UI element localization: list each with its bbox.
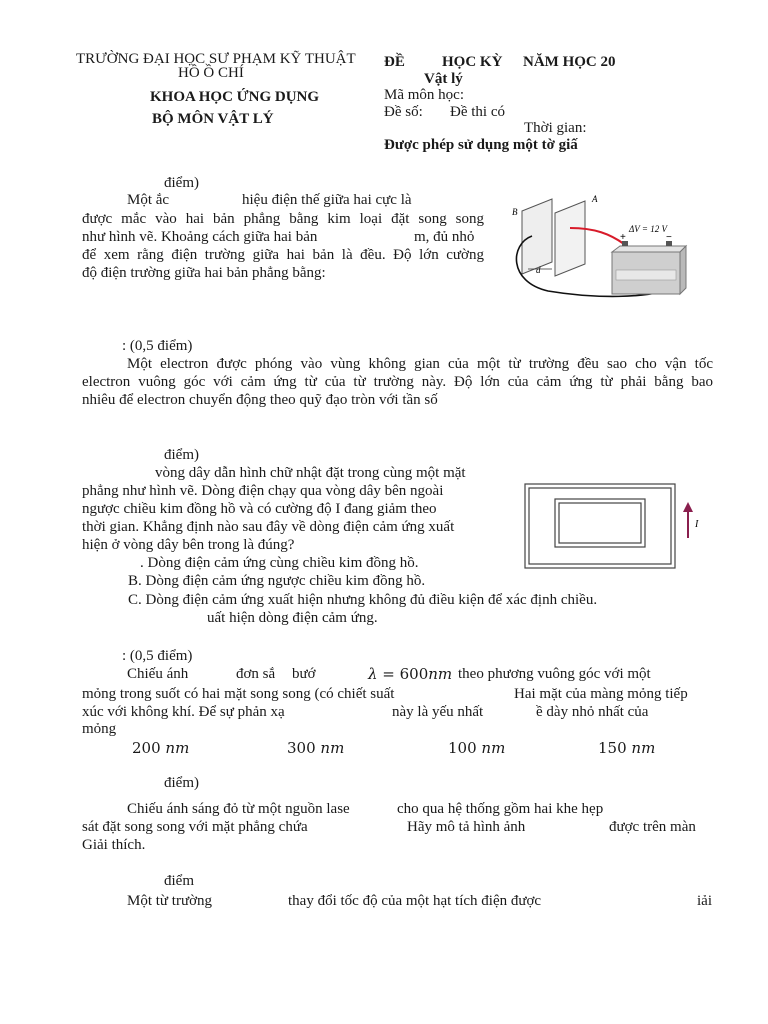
current-arrow-icon [683,502,693,512]
q3-option-d: uất hiện dòng điện cảm ứng. [207,610,378,626]
exam-title-hocky: HỌC KỲ [442,54,503,70]
q2-text-2: electron vuông góc với cảm ứng từ của từ trường này. Độ lớn của cảm ứng từ phải bằng bao [82,374,713,390]
q4-choice-d: 150 nm [598,739,656,757]
q4-text-3c: ề dày nhỏ nhất của [536,704,649,720]
plate-a-shape [555,201,585,276]
department-name: BỘ MÔN VẬT LÝ [152,111,274,127]
label-a: A [592,194,598,204]
outer-loop-a [525,484,675,568]
q4-text-2a: mỏng trong suốt có hai mặt song song (có chiết suất [82,686,395,702]
q3-text-4: thời gian. Khẳng định nào sau đây về dòng điện cảm ứng xuất [82,519,455,535]
q4-text-4: mỏng [82,721,117,737]
q2-text-1: Một electron được phóng vào vùng không gian của một từ trường đều sao cho vận tốc [127,356,713,372]
school-name-line2: HỒ Ồ CHÍ [178,65,244,81]
q4-text-1b: đơn sắ [236,666,276,682]
plate-b-shape [522,199,552,274]
battery-label-band [616,270,676,280]
q3-option-b: B. Dòng điện cảm ứng ngược chiều kim đồng hồ. [128,573,426,589]
faculty-name: KHOA HỌC ỨNG DỤNG [150,89,320,105]
q1-text-3b: m, đủ nhỏ [414,229,475,245]
inner-loop-b [559,503,641,543]
q4-wavelength: λ = 600nm [368,665,453,683]
exam-title-namhoc: NĂM HỌC 20 [523,54,616,70]
inner-loop-a [555,499,645,547]
q1-text-5: độ điện trường giữa hai bản phẳng bằng: [82,265,326,281]
q1-points: điểm) [164,175,199,191]
label-minus: − [666,232,672,243]
q3-text-2: phẳng như hình vẽ. Dòng điện chạy qua vòng dây bên ngoài [82,483,444,499]
q1-text-3a: như hình vẽ. Khoảng cách giữa hai bản [82,229,318,245]
q2-text-3: nhiêu để electron chuyển động theo quỹ đạo tròn với tần số [82,392,438,408]
q4-text-3b: này là yếu nhất [392,704,484,720]
q4-text-1c: bướ [292,666,316,682]
time-label: Thời gian: [524,120,587,136]
q5-text-2a: sát đặt song song với mặt phẳng chứa [82,819,308,835]
q4-choice-c: 100 nm [448,739,506,757]
q5-points: điểm) [164,775,199,791]
q6-text-1c: iải [697,893,712,909]
q4-choice-a: 200 nm [132,739,190,757]
q4-text-1d: theo phương vuông góc với một [458,666,651,682]
q6-points: điểm [164,873,194,889]
label-voltage: ΔV = 12 V [629,224,667,234]
q5-text-3: Giải thích. [82,837,146,853]
exam-pages-label: Đề thi có [450,104,505,120]
course-code-label: Mã môn học: [384,87,464,103]
label-d: d [536,265,541,275]
battery-side [680,246,686,294]
q1-text-1b: hiệu điện thế giữa hai cực là [242,192,412,208]
label-b: B [512,207,518,217]
q4-choice-b: 300 nm [287,739,345,757]
q3-points: điểm) [164,447,199,463]
q6-text-1a: Một từ trường [127,893,213,909]
q3-text-3: ngược chiều kim đồng hồ và có cường độ I đang giảm theo [82,501,437,517]
q4-text-1a: Chiếu ánh [127,666,189,682]
exam-title-de: ĐỀ [384,54,405,70]
q1-text-4: để xem rằng điện trường giữa hai bản là đều. Độ lớn cường [82,247,484,263]
q2-points: : (0,5 điểm) [122,338,193,354]
q4-text-2b: Hai mặt của màng mỏng tiếp [514,686,688,702]
q3-option-a: . Dòng điện cảm ứng cùng chiều kim đồng hồ. [140,555,419,571]
q5-text-1a: Chiếu ánh sáng đỏ từ một nguồn lase [127,801,350,817]
q6-text-1b: thay đổi tốc độ của một hạt tích điện được [288,893,542,909]
label-plus: + [620,232,626,243]
subject-name: Vật lý [424,71,463,87]
q4-text-3a: xúc với không khí. Để sự phản xạ [82,704,285,720]
exam-number-label: Đề số: [384,104,423,120]
q1-text-1a: Một ắc [127,192,170,208]
allowed-materials-note: Được phép sử dụng một tờ giấ [384,137,578,153]
school-name-line1: TRƯỜNG ĐẠI HỌC SƯ PHẠM KỸ THUẬT [76,51,356,67]
battery-top [612,246,686,252]
q3-text-5: hiện ở vòng dây bên trong là đúng? [82,537,295,553]
q1-text-2: được mắc vào hai bản phẳng bằng kim loại đặt song song [82,211,484,227]
q3-loops-figure [522,482,712,574]
q5-text-2b: Hãy mô tả hình ảnh [407,819,526,835]
q3-text-1: vòng dây dẫn hình chữ nhật đặt trong cùng một mặt [155,465,466,481]
q1-capacitor-battery-figure [500,188,700,306]
q5-text-1b: cho qua hệ thống gồm hai khe hẹp [397,801,604,817]
q3-option-c: C. Dòng điện cảm ứng xuất hiện nhưng không đủ điều kiện để xác định chiều. [128,592,598,608]
current-label: I [695,519,699,530]
q4-points: : (0,5 điểm) [122,648,193,664]
q5-text-2c: được trên màn [609,819,696,835]
